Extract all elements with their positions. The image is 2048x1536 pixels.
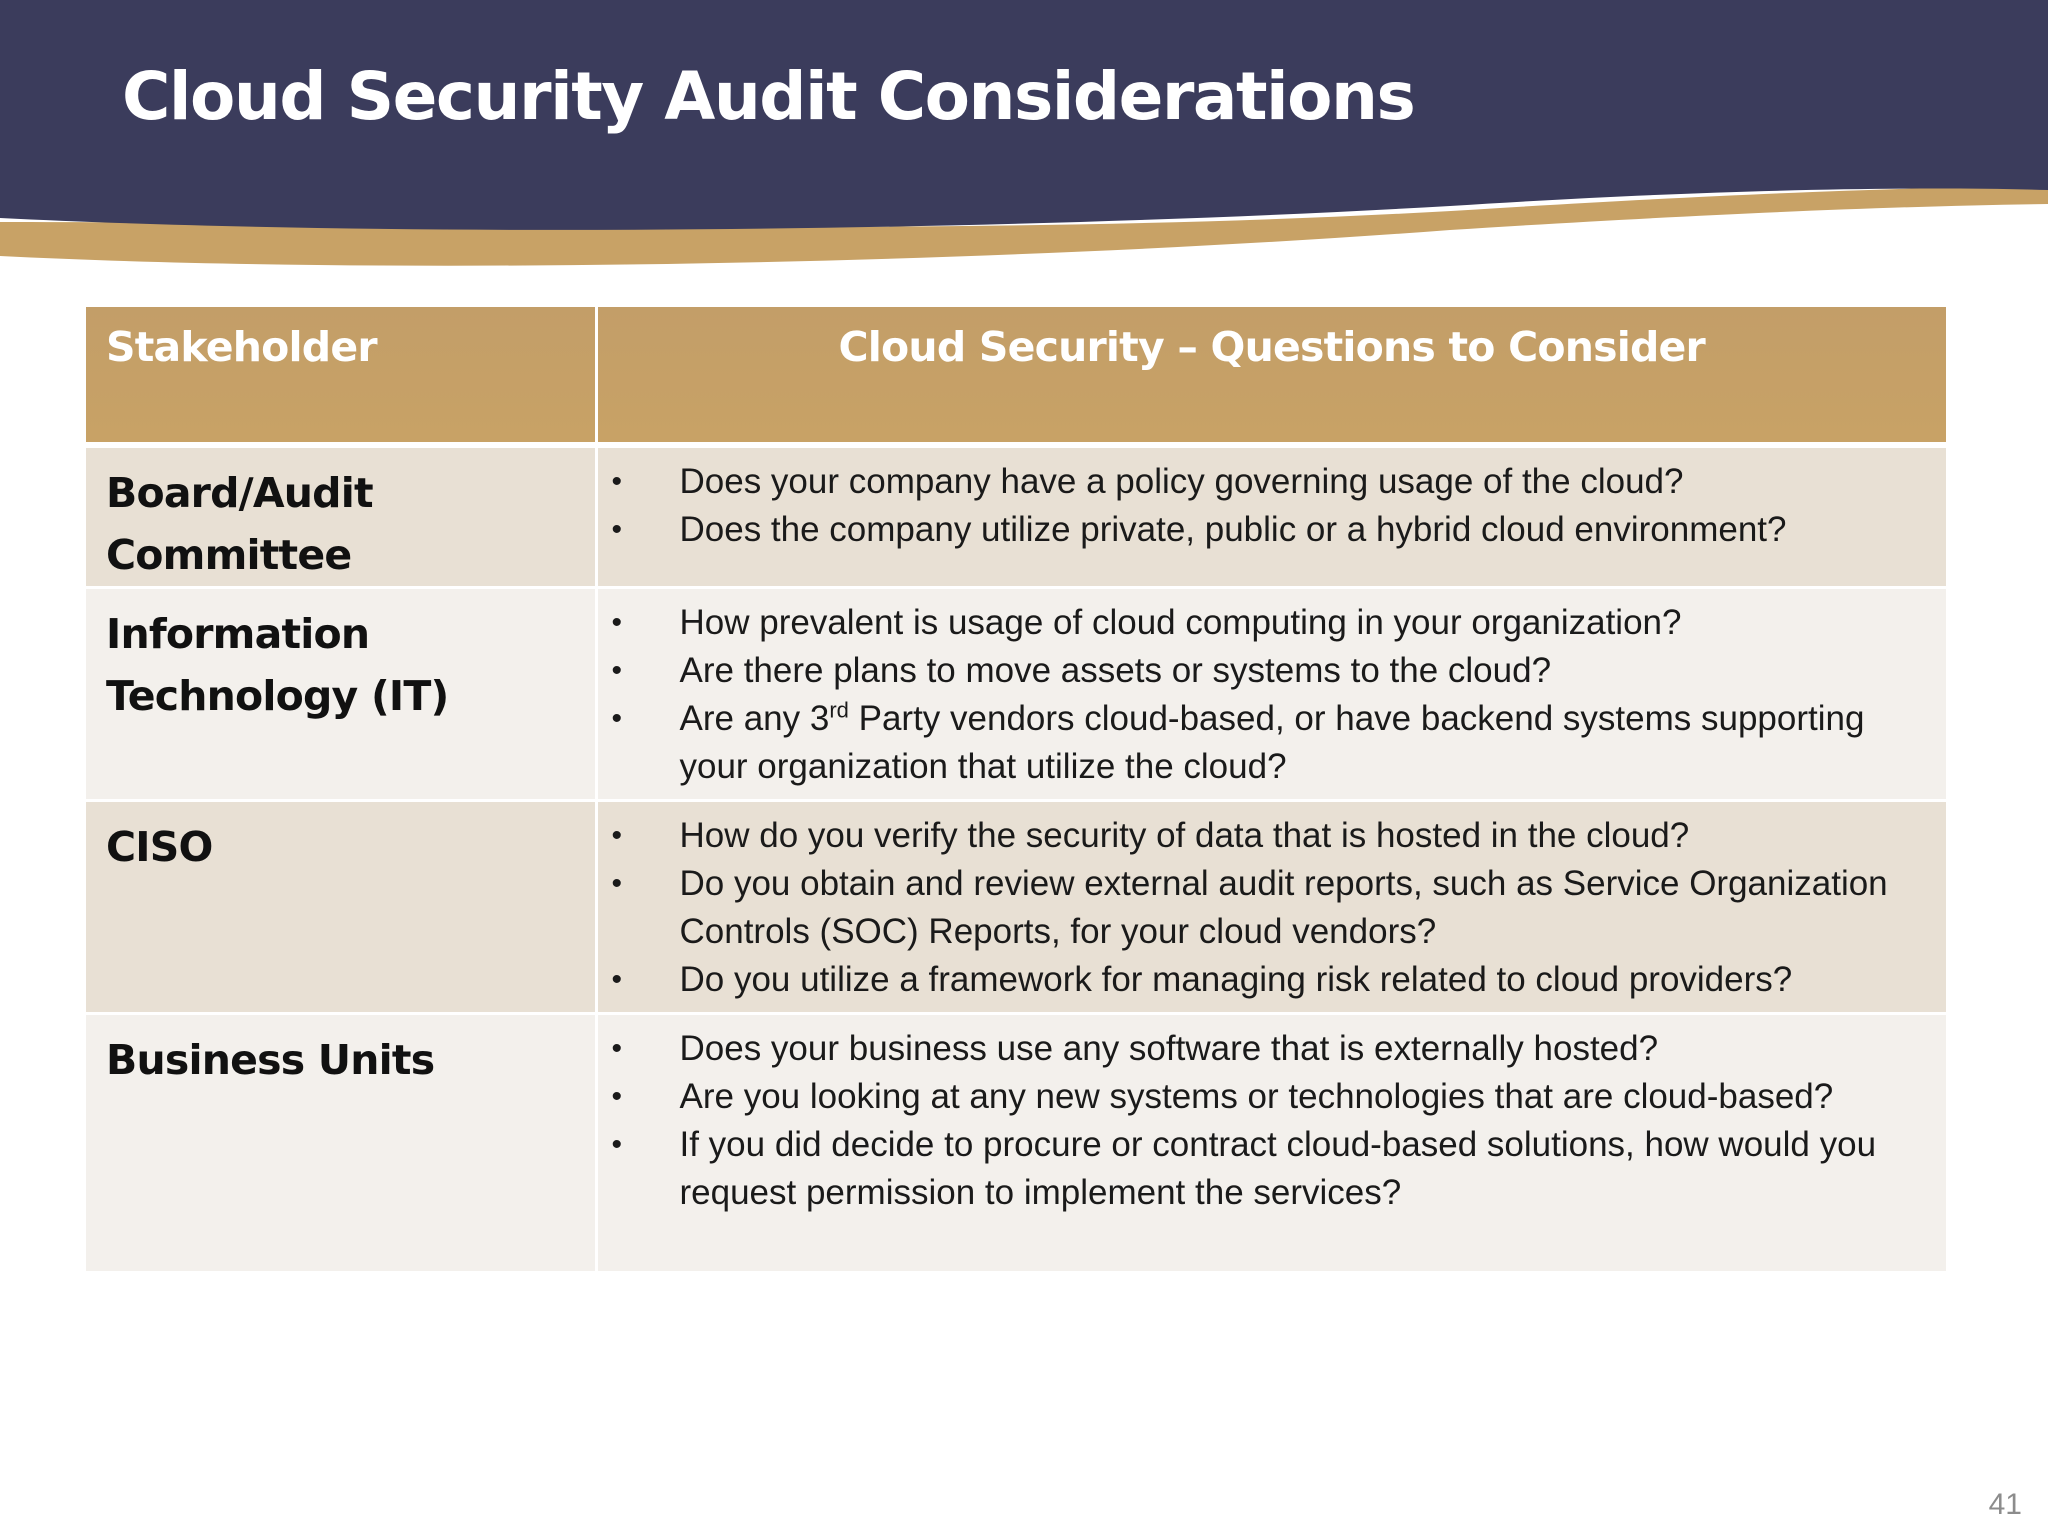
- question-item: [610, 812, 1917, 860]
- question-text-suffix: Party vendors cloud-based, or have backend systems supporting your organization that utilize the cloud?: [679, 699, 1865, 786]
- bullet-icon: •: [611, 1032, 623, 1065]
- table-row: [86, 1014, 1946, 1271]
- bullet-icon: •: [611, 1128, 623, 1161]
- question-item: [610, 956, 1917, 1004]
- question-text: Does your company have a policy governing usage of the cloud?: [679, 462, 1684, 501]
- questions-cell: [596, 588, 1946, 801]
- stakeholder-ciso: CISO: [86, 801, 596, 1014]
- bullet-icon: •: [611, 867, 623, 900]
- table-row: [86, 588, 1946, 801]
- question-item: [610, 1121, 1917, 1217]
- bullet-icon: •: [611, 513, 623, 546]
- page-title: Cloud Security Audit Considerations: [122, 58, 1415, 135]
- page-number: 41: [1988, 1488, 2022, 1521]
- question-item: [610, 1025, 1917, 1073]
- stakeholder-it: Information Technology (IT): [86, 588, 596, 801]
- header-banner: [0, 0, 2048, 290]
- cloud-security-table: [86, 307, 1946, 1271]
- question-text: Do you utilize a framework for managing risk related to cloud providers?: [679, 960, 1793, 999]
- question-text: Do you obtain and review external audit reports, such as Service Organization Controls (SOC) Reports, for your cloud vendors?: [679, 864, 1888, 951]
- question-list: [610, 1025, 1917, 1217]
- question-text-prefix: Are any 3: [679, 699, 830, 738]
- table-header-row: [86, 307, 1946, 445]
- bullet-icon: •: [611, 654, 623, 687]
- questions-cell: [596, 801, 1946, 1014]
- bullet-icon: •: [611, 1080, 623, 1113]
- question-text: If you did decide to procure or contract cloud-based solutions, how would you request permission to implement the services?: [679, 1125, 1877, 1212]
- questions-cell: [596, 1014, 1946, 1271]
- questions-cell: [596, 445, 1946, 588]
- question-text: Are you looking at any new systems or technologies that are cloud-based?: [679, 1077, 1834, 1116]
- stakeholder-column-header: Stakeholder: [86, 307, 596, 445]
- question-item: [610, 599, 1917, 647]
- question-text: How do you verify the security of data that is hosted in the cloud?: [679, 816, 1690, 855]
- table-row: [86, 801, 1946, 1014]
- question-list: [610, 812, 1917, 1004]
- question-item: [610, 695, 1917, 791]
- question-item: [610, 458, 1917, 506]
- stakeholder-board-audit: Board/Audit Committee: [86, 445, 596, 588]
- stakeholder-business-units: Business Units: [86, 1014, 596, 1271]
- table-row: [86, 445, 1946, 588]
- question-text: Does the company utilize private, public or a hybrid cloud environment?: [679, 510, 1787, 549]
- question-item: [610, 1073, 1917, 1121]
- question-item: [610, 647, 1917, 695]
- question-list: [610, 458, 1917, 554]
- question-text: Does your business use any software that is externally hosted?: [679, 1029, 1659, 1068]
- question-text: How prevalent is usage of cloud computing in your organization?: [679, 603, 1682, 642]
- ordinal-superscript: rd: [829, 697, 849, 723]
- bullet-icon: •: [611, 465, 623, 498]
- bullet-icon: •: [611, 963, 623, 996]
- bullet-icon: •: [611, 819, 623, 852]
- question-item: [610, 506, 1917, 554]
- questions-column-header: Cloud Security – Questions to Consider: [596, 307, 1946, 445]
- bullet-icon: •: [611, 702, 623, 735]
- question-text: Are there plans to move assets or systems to the cloud?: [679, 651, 1552, 690]
- question-list: [610, 599, 1917, 791]
- question-item: [610, 860, 1917, 956]
- bullet-icon: •: [611, 606, 623, 639]
